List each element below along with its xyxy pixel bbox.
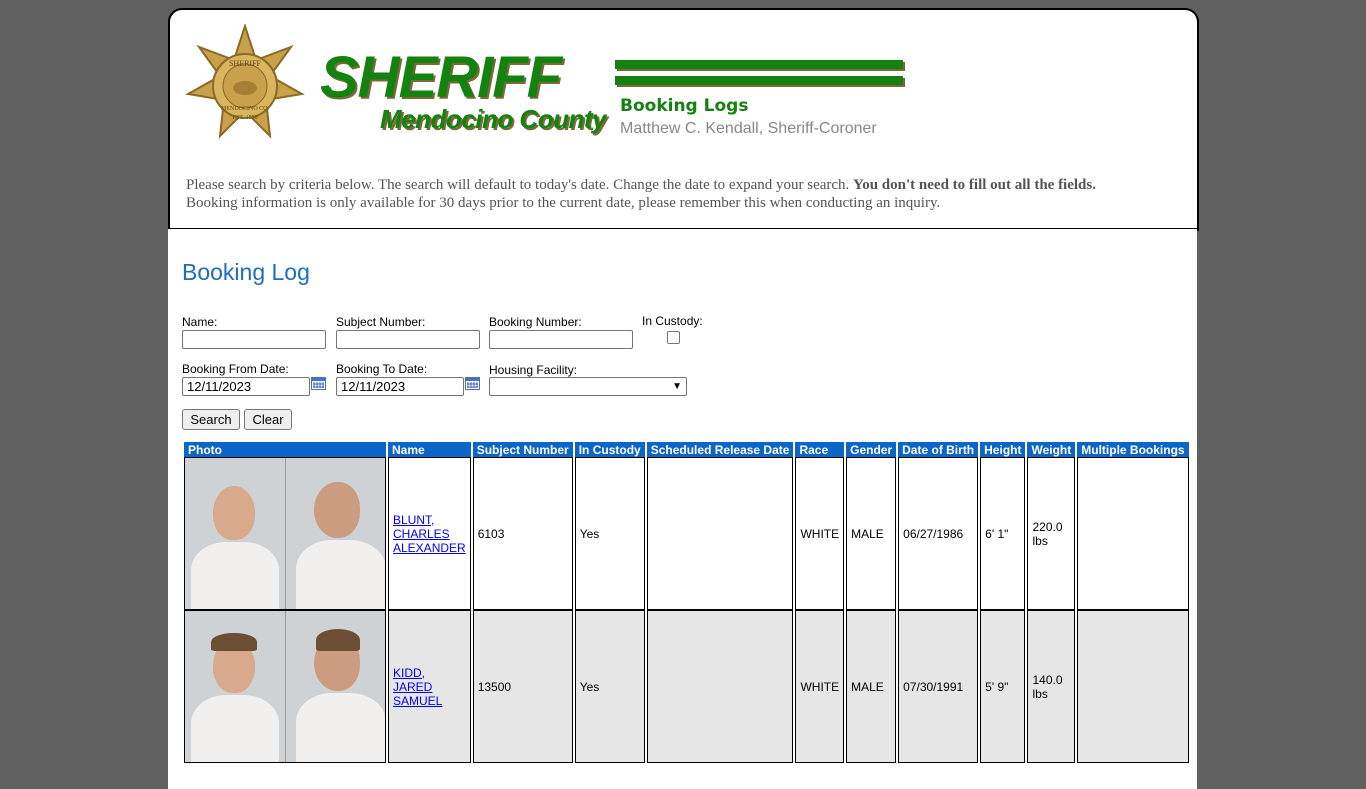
booking-to-label: Booking To Date: xyxy=(336,362,428,376)
col-multiple-bookings[interactable]: Multiple Bookings xyxy=(1077,442,1188,457)
booking-from-label: Booking From Date: xyxy=(182,362,289,376)
subject-number-cell: 13500 xyxy=(473,610,573,763)
intro-bold: You don't need to fill out all the fields. xyxy=(853,177,1096,193)
badge-text-county: MENDOCINO CO. xyxy=(221,106,269,112)
multiple-bookings-cell xyxy=(1077,610,1188,763)
subject-number-label: Subject Number: xyxy=(336,315,426,329)
col-photo[interactable]: Photo xyxy=(184,442,386,457)
mugshot-profile xyxy=(285,611,386,762)
table-row xyxy=(184,457,1189,610)
col-dob[interactable]: Date of Birth xyxy=(898,442,978,457)
subject-number-cell: 6103 xyxy=(473,457,573,610)
name-cell xyxy=(388,610,471,763)
logo-sheriff-text: SHERIFF xyxy=(320,45,562,110)
logo-stripe-top xyxy=(615,60,903,69)
housing-facility-label: Housing Facility: xyxy=(489,363,578,377)
photo-cell xyxy=(184,457,386,610)
booking-to-input[interactable] xyxy=(336,377,464,396)
subject-number-input[interactable] xyxy=(336,330,480,349)
col-name[interactable]: Name xyxy=(388,442,471,457)
search-button[interactable]: Search xyxy=(182,409,240,430)
intro-text xyxy=(186,176,1186,212)
name-cell xyxy=(388,457,471,610)
mugshot-photo[interactable] xyxy=(185,458,385,609)
mugshot-profile xyxy=(285,458,386,609)
intro-line2: Booking information is only available for 30 days prior to the current date, please remember this when conducting an inquiry. xyxy=(186,195,941,211)
logo-county-text: Mendocino County xyxy=(380,104,606,134)
col-race[interactable]: Race xyxy=(795,442,844,457)
header-panel xyxy=(168,8,1199,231)
release-date-cell xyxy=(647,457,794,610)
table-header-row xyxy=(184,442,1189,457)
calendar-icon[interactable] xyxy=(311,377,326,390)
clear-button[interactable]: Clear xyxy=(244,409,292,430)
badge-text-top: SHERIFF xyxy=(228,59,262,68)
name-input[interactable] xyxy=(182,330,326,349)
mugshot-front xyxy=(185,611,285,762)
in-custody-checkbox[interactable] xyxy=(667,331,680,344)
calendar-icon[interactable] xyxy=(465,377,480,390)
logo-title: Booking Logs xyxy=(620,96,749,116)
col-in-custody[interactable]: In Custody xyxy=(575,442,645,457)
col-weight[interactable]: Weight xyxy=(1027,442,1075,457)
in-custody-label: In Custody: xyxy=(642,314,703,328)
col-gender[interactable]: Gender xyxy=(846,442,896,457)
sheriff-badge-icon xyxy=(184,24,306,146)
badge-text-est: EST. 1850 xyxy=(232,115,258,121)
col-subject-number[interactable]: Subject Number xyxy=(473,442,573,457)
col-height[interactable]: Height xyxy=(980,442,1025,457)
chevron-down-icon: ▼ xyxy=(672,381,682,392)
housing-facility-select[interactable] xyxy=(489,377,687,396)
race-cell: WHITE xyxy=(795,457,844,610)
dob-cell: 06/27/1986 xyxy=(898,457,978,610)
col-release-date[interactable]: Scheduled Release Date xyxy=(647,442,794,457)
booking-number-label: Booking Number: xyxy=(489,315,582,329)
height-cell: 6' 1" xyxy=(980,457,1025,610)
photo-cell xyxy=(184,610,386,763)
booking-from-input[interactable] xyxy=(182,377,310,396)
booking-number-input[interactable] xyxy=(489,330,633,349)
table-row xyxy=(184,610,1189,763)
weight-cell: 140.0 lbs xyxy=(1027,610,1075,763)
mugshot-front xyxy=(185,458,285,609)
logo-stripe-bottom xyxy=(615,76,903,85)
height-cell: 5' 9" xyxy=(980,610,1025,763)
inmate-name-link[interactable]: BLUNT, CHARLES ALEXANDER xyxy=(393,512,466,555)
gender-cell: MALE xyxy=(846,457,896,610)
in-custody-cell: Yes xyxy=(575,457,645,610)
inmate-name-link[interactable]: KIDD, JARED SAMUEL xyxy=(393,665,443,708)
weight-cell: 220.0 lbs xyxy=(1027,457,1075,610)
race-cell: WHITE xyxy=(795,610,844,763)
main-panel xyxy=(168,229,1197,789)
intro-line1: Please search by criteria below. The search will default to today's date. Change the date to expand your search. xyxy=(186,177,850,193)
release-date-cell xyxy=(647,610,794,763)
results-table xyxy=(182,442,1191,763)
name-label: Name: xyxy=(182,315,218,329)
page-title: Booking Log xyxy=(182,259,310,285)
gender-cell: MALE xyxy=(846,610,896,763)
sheriff-logo xyxy=(320,45,910,150)
dob-cell: 07/30/1991 xyxy=(898,610,978,763)
in-custody-cell: Yes xyxy=(575,610,645,763)
mugshot-photo[interactable] xyxy=(185,611,385,762)
multiple-bookings-cell xyxy=(1077,457,1188,610)
logo-subtitle: Matthew C. Kendall, Sheriff-Coroner xyxy=(620,120,877,137)
